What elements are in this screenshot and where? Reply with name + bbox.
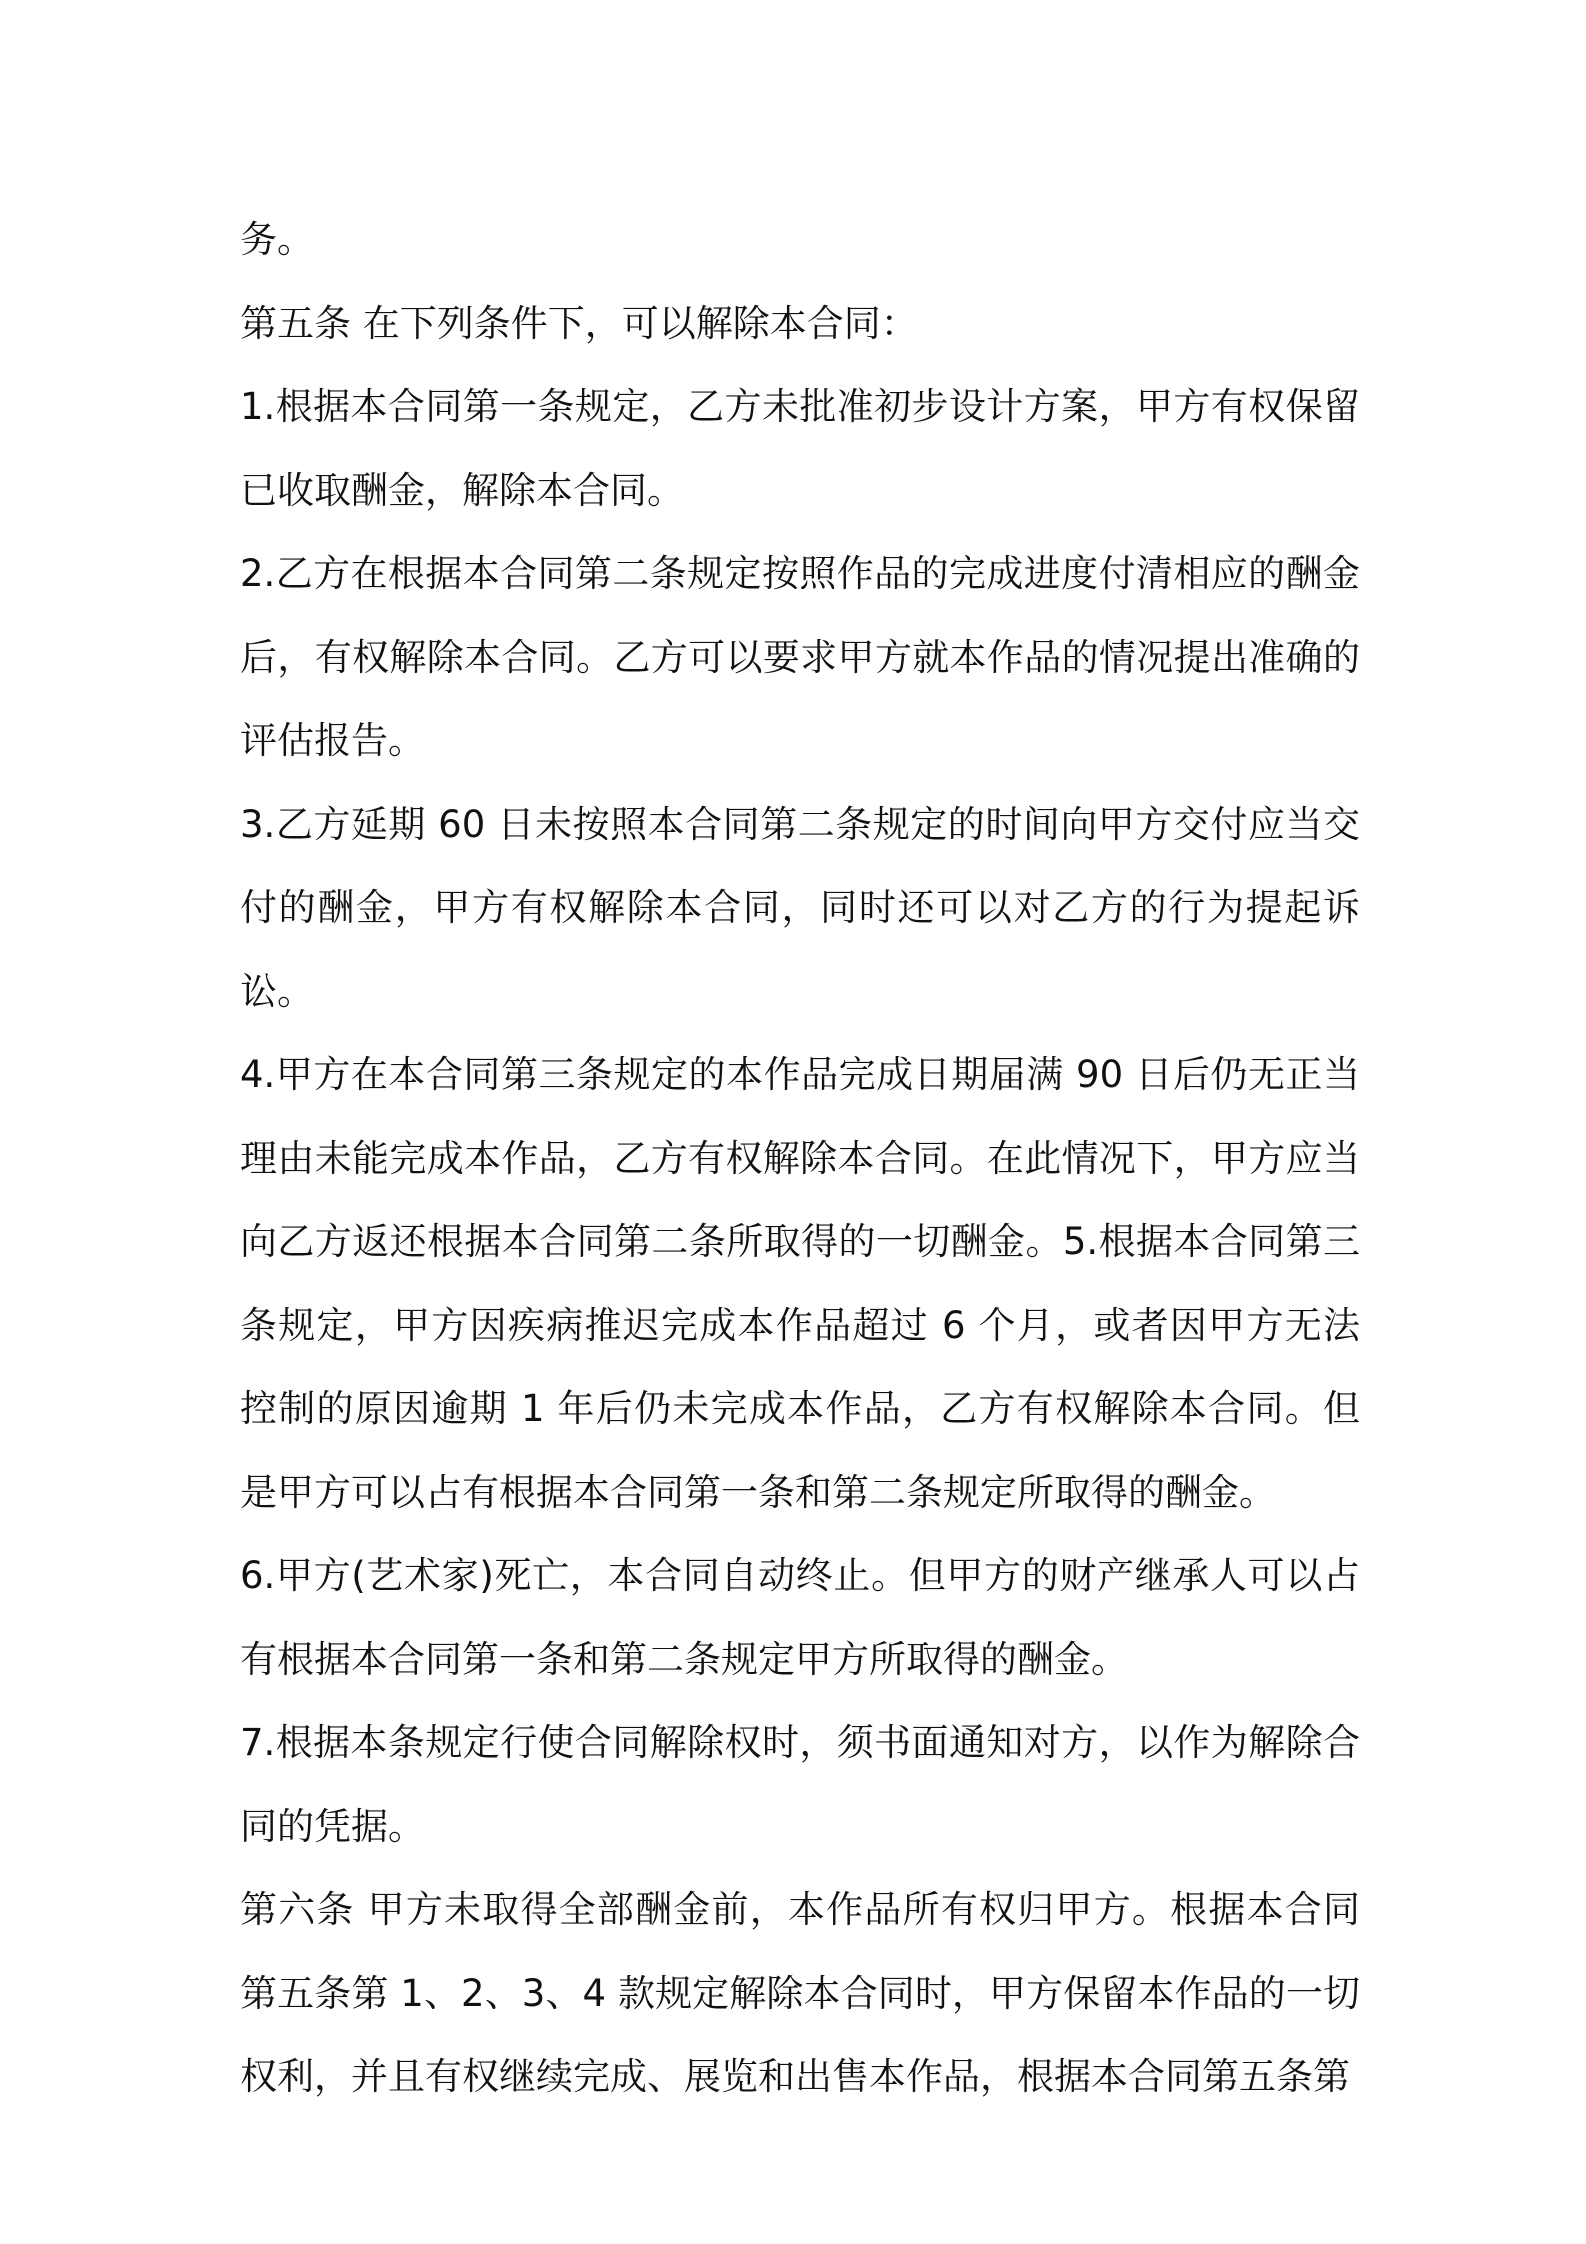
article-five-heading: 第五条 在下列条件下，可以解除本合同：	[240, 301, 918, 345]
paragraph-continuation: 务。	[240, 218, 314, 261]
clause-item-1: 1.根据本合同第一条规定，乙方未批准初步设计方案，甲方有权保留已收取酬金，解除本合同。	[240, 385, 1360, 512]
article-six-paragraph: 第六条 甲方未取得全部酬金前，本作品所有权归甲方。根据本合同第五条第 1、2、3、4 款规定解除本合同时，甲方保留本作品的一切权利，并且有权继续完成、展览和出售本作品，根据本合同第五条第	[240, 1888, 1360, 2098]
clause-item-2: 2.乙方在根据本合同第二条规定按照作品的完成进度付清相应的酬金后，有权解除本合同。乙方可以要求甲方就本作品的情况提出准确的评估报告。	[240, 552, 1360, 762]
contract-body-text	[240, 198, 1360, 2119]
clause-item-6: 6.甲方(艺术家)死亡，本合同自动终止。但甲方的财产继承人可以占有根据本合同第一条和第二条规定甲方所取得的酬金。	[240, 1554, 1360, 1681]
clause-item-3: 3.乙方延期 60 日未按照本合同第二条规定的时间向甲方交付应当交付的酬金，甲方有权解除本合同，同时还可以对乙方的行为提起诉讼。	[240, 802, 1360, 1013]
clause-item-4-5: 4.甲方在本合同第三条规定的本作品完成日期届满 90 日后仍无正当理由未能完成本作品，乙方有权解除本合同。在此情况下，甲方应当向乙方返还根据本合同第二条所取得的一切酬金。5.根据本合同第三条规定，甲方因疾病推迟完成本作品超过 6 个月，或者因甲方无法控制的原因逾期 1 年后仍未完成本作品，乙方有权解除本合同。但是甲方可以占有根据本合同第一条和第二条规定所取得的酬金。	[240, 1053, 1360, 1514]
clause-item-7: 7.根据本条规定行使合同解除权时，须书面通知对方，以作为解除合同的凭据。	[240, 1721, 1360, 1848]
